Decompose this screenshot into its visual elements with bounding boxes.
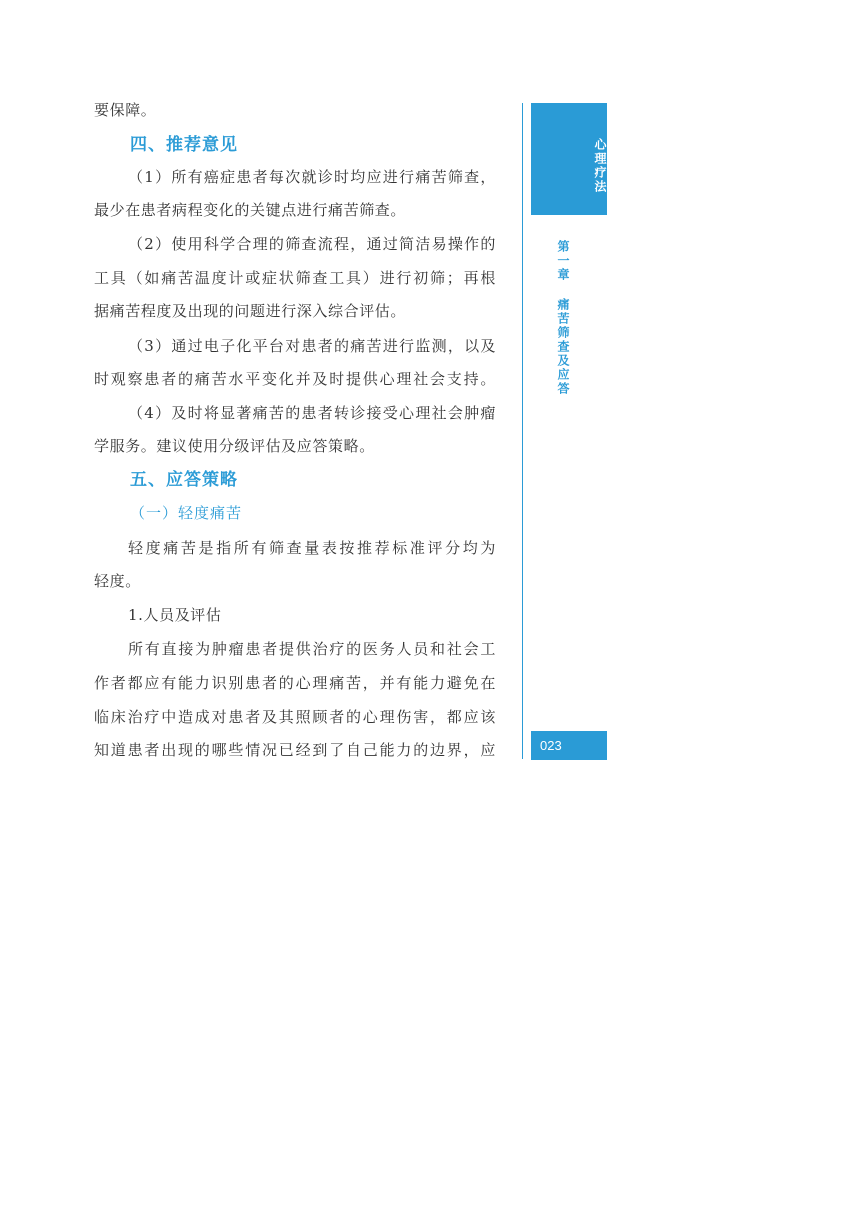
chapter-title-vertical: 第一章 痛苦筛查及应答 <box>556 240 570 396</box>
paragraph-line: 学服务。建议使用分级评估及应答策略。 <box>94 437 375 455</box>
paragraph-line: 要保障。 <box>94 101 157 119</box>
paragraph-line: （4）及时将显著痛苦的患者转诊接受心理社会肿瘤 <box>128 404 496 422</box>
paragraph-line: 轻度痛苦是指所有筛查量表按推荐标准评分均为 <box>128 539 496 557</box>
paragraph-line: 时观察患者的痛苦水平变化并及时提供心理社会支持。 <box>94 370 496 388</box>
paragraph-line: 工具（如痛苦温度计或症状筛查工具）进行初筛；再根 <box>94 269 496 287</box>
paragraph-line: 最少在患者病程变化的关键点进行痛苦筛查。 <box>94 201 407 219</box>
page-number-badge <box>531 731 607 760</box>
section-tab <box>531 103 607 215</box>
paragraph-line: 知道患者出现的哪些情况已经到了自己能力的边界，应 <box>94 741 496 759</box>
paragraph-line: （2）使用科学合理的筛查流程，通过简洁易操作的 <box>128 235 496 253</box>
paragraph-line: 作者都应有能力识别患者的心理痛苦，并有能力避免在 <box>94 674 496 692</box>
paragraph-line: （1）所有癌症患者每次就诊时均应进行痛苦筛查， <box>128 168 496 186</box>
margin-divider <box>522 103 523 759</box>
subsection-heading-mild-distress: （一）轻度痛苦 <box>130 504 243 522</box>
page-number: 023 <box>540 738 562 753</box>
section-heading-recommendations: 四、推荐意见 <box>130 135 238 155</box>
paragraph-line: 临床治疗中造成对患者及其照顾者的心理伤害，都应该 <box>94 708 496 726</box>
paragraph-line: 轻度。 <box>94 572 141 590</box>
section-tab-label: 心理疗法 <box>593 138 607 194</box>
numbered-subheading: 1.人员及评估 <box>128 606 222 624</box>
section-heading-response-strategy: 五、应答策略 <box>130 470 238 490</box>
paragraph-line: 据痛苦程度及出现的问题进行深入综合评估。 <box>94 302 407 320</box>
paragraph-line: （3）通过电子化平台对患者的痛苦进行监测，以及 <box>128 337 496 355</box>
paragraph-line: 所有直接为肿瘤患者提供治疗的医务人员和社会工 <box>128 640 496 658</box>
